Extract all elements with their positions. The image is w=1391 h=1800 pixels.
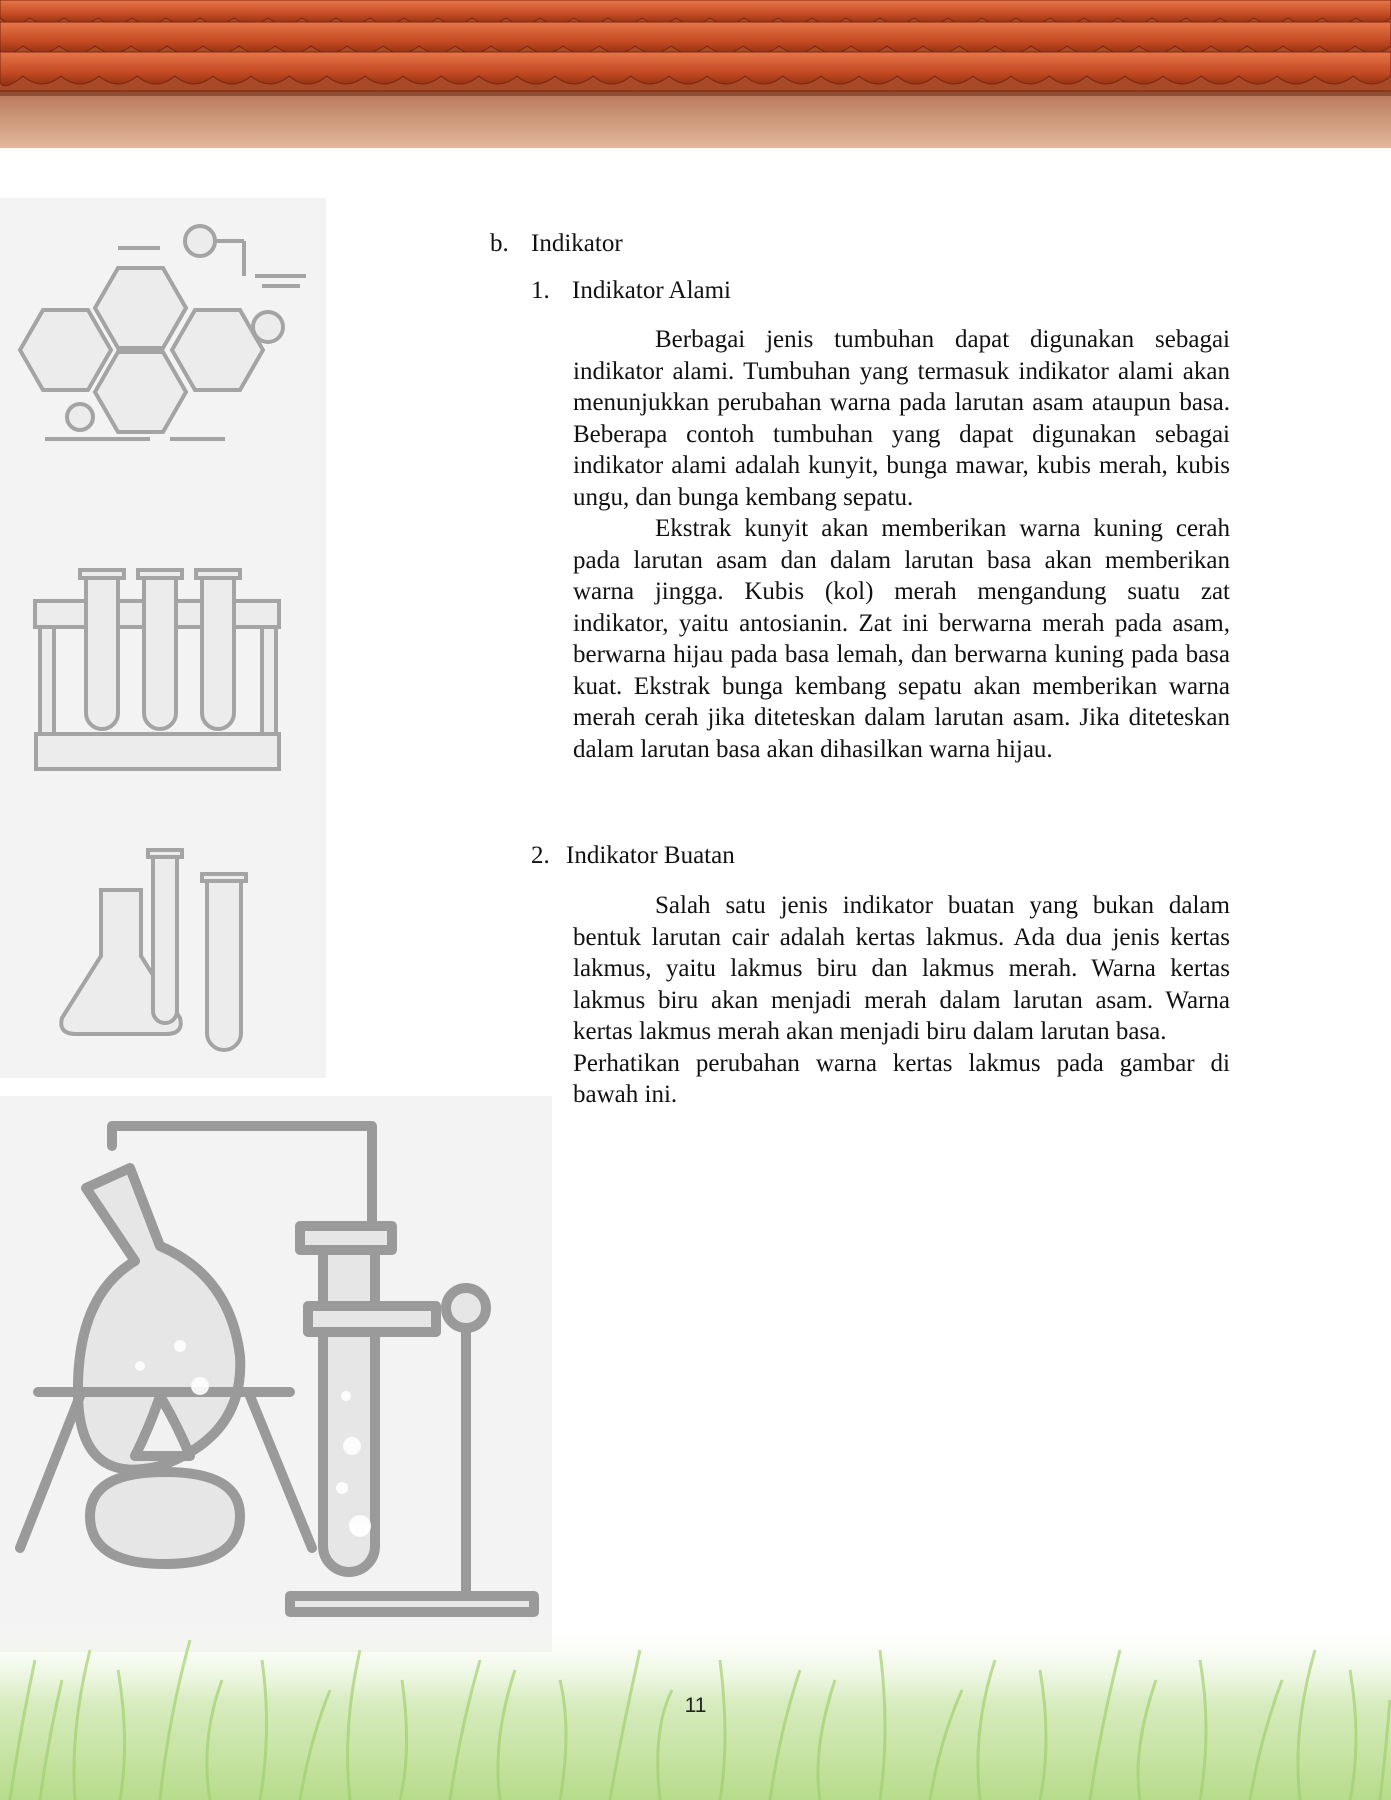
paragraph: Salah satu jenis indikator buatan yang bukan dalam bentuk larutan cair adalah kertas lakmus. Ada dua jenis kertas lakmus, yaitu lakmus biru dan lakmus merah. Warna kertas lakmus biru akan menjadi merah dalam larutan asam. Warna kertas lakmus merah akan menjadi biru dalam larutan basa. (573, 892, 1230, 1045)
distillation-apparatus-illustration (0, 1096, 552, 1652)
page-number: 11 (684, 1694, 707, 1717)
subsection-number: 2. (531, 842, 550, 869)
roof-tiles-banner (0, 0, 1391, 148)
lab-illustrations-panel (0, 198, 326, 1078)
paragraph: Berbagai jenis tumbuhan dapat digunakan sebagai indikator alami. Tumbuhan yang termasuk indikator alami akan menunjukkan perubahan warna pada larutan asam ataupun basa. Beberapa contoh tumbuhan yang dapat digunakan sebagai indikator alami adalah kunyit, bunga mawar, kubis merah, kubis ungu, dan bunga kembang sepatu. (573, 326, 1230, 511)
section-title: Indikator (531, 230, 623, 257)
subsection-title: Indikator Alami (572, 277, 731, 304)
section-label: b. (490, 230, 509, 257)
subsection-title: Indikator Buatan (566, 842, 735, 869)
paragraph: Perhatikan perubahan warna kertas lakmus pada gambar di bawah ini. (573, 1049, 1230, 1108)
subsection-heading-natural (531, 275, 731, 307)
subsection-number: 1. (531, 277, 550, 304)
artificial-indicator-text (573, 890, 1230, 1111)
subsection-heading-artificial (531, 840, 735, 872)
natural-indicator-text (573, 324, 1230, 765)
section-heading (490, 228, 623, 260)
paragraph: Ekstrak kunyit akan memberikan warna kuning cerah pada larutan asam dan dalam larutan basa akan memberikan warna jingga. Kubis (kol) merah mengandung suatu zat indikator, yaitu antosianin. Zat ini berwarna merah pada asam, berwarna hijau pada basa lemah, dan berwarna kuning pada basa kuat. Ekstrak bunga kembang sepatu akan memberikan warna merah cerah jika diteteskan dalam larutan asam. Jika diteteskan dalam larutan basa akan dihasilkan warna hijau. (573, 515, 1230, 763)
